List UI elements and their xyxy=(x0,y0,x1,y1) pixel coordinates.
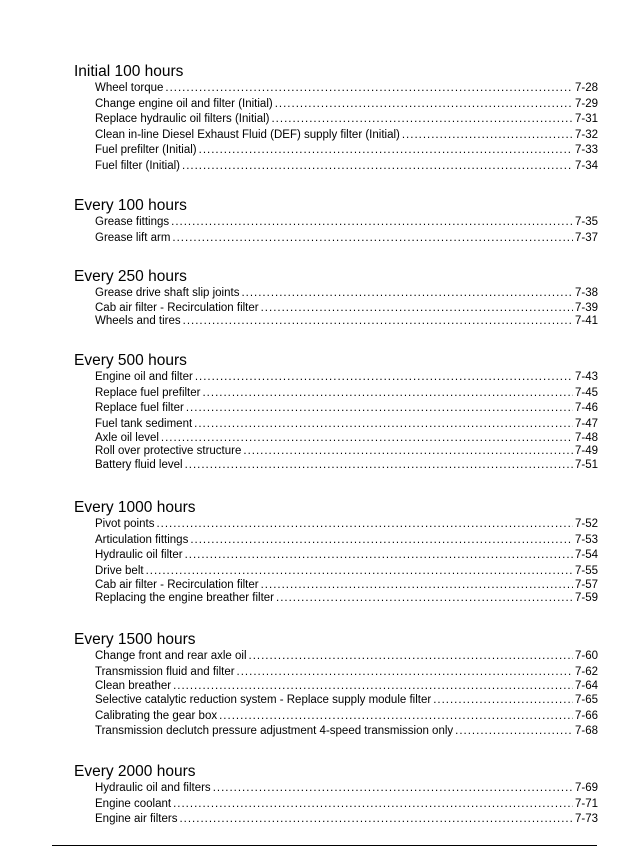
dot-leader xyxy=(455,724,573,740)
entry-page: 7-57 xyxy=(574,579,598,592)
entry-label: Articulation fittings xyxy=(95,533,189,546)
entry-page: 7-34 xyxy=(574,159,598,172)
dot-leader xyxy=(186,401,573,417)
entry-label: Selective catalytic reduction system - Replace supply module filter xyxy=(95,694,432,707)
toc-entry[interactable] xyxy=(95,812,598,828)
toc-entry[interactable] xyxy=(95,693,598,709)
entry-label: Replacing the engine breather filter xyxy=(95,592,275,605)
toc-entry[interactable] xyxy=(95,797,598,813)
toc-entry[interactable] xyxy=(95,781,598,797)
dot-leader xyxy=(182,159,573,175)
dot-leader xyxy=(243,445,573,458)
entry-label: Fuel tank sediment xyxy=(95,417,193,430)
dot-leader xyxy=(194,417,573,433)
entry-page: 7-68 xyxy=(574,725,598,738)
dot-leader xyxy=(171,215,573,231)
dot-leader xyxy=(202,386,572,402)
entry-label: Pivot points xyxy=(95,518,155,530)
entry-label: Hydraulic oil and filters xyxy=(95,782,211,794)
toc-entry[interactable] xyxy=(95,401,598,417)
toc-entry[interactable] xyxy=(95,445,598,458)
dot-leader xyxy=(190,533,573,549)
entry-page: 7-49 xyxy=(574,445,598,458)
toc-entry[interactable] xyxy=(95,417,598,433)
dot-leader xyxy=(172,231,573,247)
entry-label: Transmission fluid and filter xyxy=(95,665,235,678)
entry-label: Battery fluid level xyxy=(95,459,183,472)
entry-page: 7-71 xyxy=(574,797,598,810)
dot-leader xyxy=(156,517,573,533)
entry-page: 7-48 xyxy=(574,432,598,445)
section-title: Every 500 hours xyxy=(74,352,187,369)
toc-entry[interactable] xyxy=(95,302,598,315)
dot-leader xyxy=(183,315,573,328)
dot-leader xyxy=(275,97,573,113)
footer-rule xyxy=(52,845,597,846)
section-title: Initial 100 hours xyxy=(74,63,184,80)
entry-label: Grease lift arm xyxy=(95,231,171,244)
toc-entry[interactable] xyxy=(95,709,598,725)
toc-entry[interactable] xyxy=(95,81,598,97)
entry-label: Change front and rear axle oil xyxy=(95,650,247,662)
entry-label: Fuel prefilter (Initial) xyxy=(95,144,197,157)
entry-page: 7-37 xyxy=(574,231,598,244)
entry-page: 7-32 xyxy=(574,128,598,141)
entry-label: Grease drive shaft slip joints xyxy=(95,287,240,299)
entry-page: 7-41 xyxy=(574,314,598,327)
dot-leader xyxy=(173,680,573,693)
entry-label: Clean in-line Diesel Exhaust Fluid (DEF) supply filter (Initial) xyxy=(95,128,400,141)
dot-leader xyxy=(146,564,573,580)
entry-label: Wheels and tires xyxy=(95,314,181,327)
entry-label: Hydraulic oil filter xyxy=(95,549,183,562)
toc-entry[interactable] xyxy=(95,370,598,386)
entry-label: Engine oil and filter xyxy=(95,371,193,383)
entry-page: 7-45 xyxy=(574,386,598,399)
entry-page: 7-66 xyxy=(574,709,598,722)
toc-entry[interactable] xyxy=(95,458,598,474)
toc-entry[interactable] xyxy=(95,128,598,144)
dot-leader xyxy=(261,579,573,592)
entry-label: Replace hydraulic oil filters (Initial) xyxy=(95,113,270,126)
entry-page: 7-33 xyxy=(574,144,598,157)
section-title: Every 1500 hours xyxy=(74,631,196,648)
entry-label: Grease fittings xyxy=(95,216,170,228)
section-title: Every 100 hours xyxy=(74,197,187,214)
entry-page: 7-43 xyxy=(574,371,598,383)
entry-page: 7-38 xyxy=(574,287,598,299)
dot-leader xyxy=(402,128,573,144)
dot-leader xyxy=(219,709,573,725)
entry-page: 7-47 xyxy=(574,417,598,430)
toc-entry[interactable] xyxy=(95,97,598,113)
toc-entry[interactable] xyxy=(95,724,598,740)
toc-section-every-2000 xyxy=(74,763,598,828)
dot-leader xyxy=(213,781,573,797)
entry-page: 7-53 xyxy=(574,533,598,546)
dot-leader xyxy=(433,693,573,709)
toc-entry[interactable] xyxy=(95,680,598,693)
entry-label: Transmission declutch pressure adjustment 4-speed transmission only xyxy=(95,725,454,738)
toc-entry[interactable] xyxy=(95,386,598,402)
entry-label: Wheel torque xyxy=(95,82,164,94)
entry-page: 7-52 xyxy=(574,518,598,530)
dot-leader xyxy=(249,649,573,665)
toc-entry[interactable] xyxy=(95,517,598,533)
entry-label: Cab air filter - Recirculation filter xyxy=(95,301,259,314)
entry-page: 7-29 xyxy=(574,97,598,110)
toc-entry[interactable] xyxy=(95,286,598,302)
dot-leader xyxy=(185,548,573,564)
entry-page: 7-46 xyxy=(574,402,598,415)
toc-entry[interactable] xyxy=(95,143,598,159)
toc-section-initial-100 xyxy=(74,63,598,175)
entry-label: Engine air filters xyxy=(95,813,178,826)
entry-label: Engine coolant xyxy=(95,797,172,810)
toc-entry[interactable] xyxy=(95,665,598,681)
toc-entry[interactable] xyxy=(95,231,598,247)
section-title: Every 2000 hours xyxy=(74,763,196,780)
entry-page: 7-35 xyxy=(574,216,598,228)
toc-entry[interactable] xyxy=(95,432,598,445)
dot-leader xyxy=(161,432,573,445)
toc-section-every-250 xyxy=(74,268,598,328)
dot-leader xyxy=(173,797,573,813)
entry-page: 7-62 xyxy=(574,665,598,678)
entry-label: Replace fuel prefilter xyxy=(95,386,201,399)
toc-entry[interactable] xyxy=(95,564,598,580)
entry-page: 7-54 xyxy=(574,549,598,562)
dot-leader xyxy=(185,458,573,474)
entry-label: Axle oil level xyxy=(95,432,159,445)
toc-entry[interactable] xyxy=(95,112,598,128)
entry-label: Calibrating the gear box xyxy=(95,709,218,722)
dot-leader xyxy=(199,143,573,159)
toc-entry[interactable] xyxy=(95,533,598,549)
entry-label: Drive belt xyxy=(95,564,144,577)
toc-entry[interactable] xyxy=(95,579,598,592)
entry-label: Roll over protective structure xyxy=(95,445,242,458)
entry-label: Fuel filter (Initial) xyxy=(95,159,180,172)
entry-page: 7-60 xyxy=(574,650,598,662)
entry-label: Change engine oil and filter (Initial) xyxy=(95,97,273,110)
entry-page: 7-65 xyxy=(574,694,598,707)
dot-leader xyxy=(276,592,573,605)
toc-entry[interactable] xyxy=(95,649,598,665)
toc-entry[interactable] xyxy=(95,548,598,564)
toc-entry[interactable] xyxy=(95,315,598,328)
section-title: Every 250 hours xyxy=(74,268,187,285)
entry-page: 7-28 xyxy=(574,82,598,94)
entry-page: 7-31 xyxy=(574,113,598,126)
entry-page: 7-39 xyxy=(574,301,598,314)
toc-entry[interactable] xyxy=(95,592,598,605)
toc-section-every-1000 xyxy=(74,499,598,605)
dot-leader xyxy=(237,665,573,681)
toc-section-every-1500 xyxy=(74,631,598,740)
entry-label: Cab air filter - Recirculation filter xyxy=(95,579,259,592)
entry-page: 7-73 xyxy=(574,813,598,826)
dot-leader xyxy=(261,302,573,315)
dot-leader xyxy=(195,370,573,386)
entry-label: Clean breather xyxy=(95,680,172,693)
entry-page: 7-64 xyxy=(574,680,598,693)
entry-page: 7-59 xyxy=(574,592,598,605)
dot-leader xyxy=(165,81,573,97)
toc-section-every-100 xyxy=(74,197,598,246)
entry-page: 7-69 xyxy=(574,782,598,794)
entry-page: 7-55 xyxy=(574,564,598,577)
dot-leader xyxy=(271,112,572,128)
toc-entry[interactable] xyxy=(95,159,598,175)
dot-leader xyxy=(241,286,573,302)
section-title: Every 1000 hours xyxy=(74,499,196,516)
toc-entry[interactable] xyxy=(95,215,598,231)
entry-label: Replace fuel filter xyxy=(95,402,184,415)
dot-leader xyxy=(179,812,573,828)
toc-section-every-500 xyxy=(74,352,598,474)
entry-page: 7-51 xyxy=(574,459,598,472)
